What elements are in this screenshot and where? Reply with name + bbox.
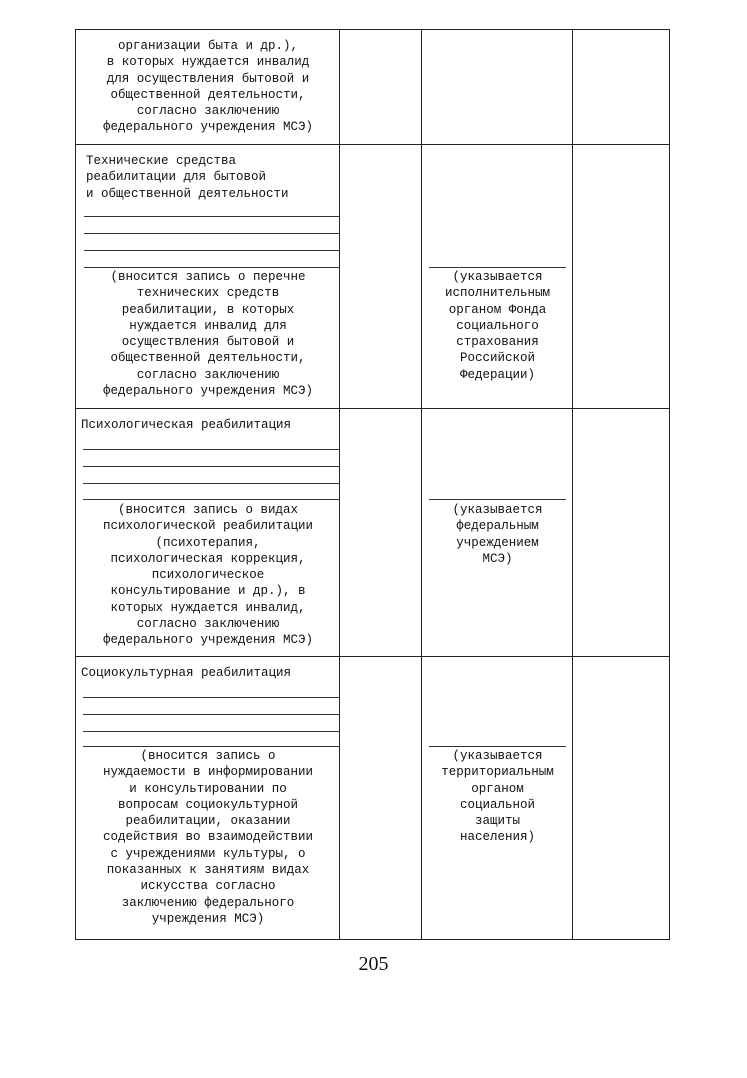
fill-line	[83, 499, 339, 500]
row4-heading: Социокультурная реабилитация	[81, 666, 292, 680]
row2-executor-note: (указывается исполнительным органом Фонда социального страхования Российской Федерации)	[444, 270, 551, 382]
cell-mark	[573, 657, 670, 940]
row3-note: (вносится запись о видах психологической реабилитации (психотерапия, психологическая коррекция, психологическое консультирование и др.), в которых нуждается инвалид, согласно заключению федерального учреждения МСЭ)	[102, 503, 314, 648]
cell-mark	[573, 409, 670, 657]
fill-line	[83, 466, 339, 467]
fill-line	[84, 216, 339, 217]
cell-term	[340, 30, 422, 145]
cell-executor	[422, 30, 573, 145]
cell-term	[340, 657, 422, 940]
cell-executor	[422, 409, 573, 657]
fill-line	[83, 697, 339, 698]
table-row	[76, 145, 670, 409]
cell-measure	[76, 409, 340, 657]
cell-measure	[76, 657, 340, 940]
fill-line	[83, 731, 339, 732]
cell-executor	[422, 657, 573, 940]
table-row	[76, 657, 670, 940]
fill-line	[83, 449, 339, 450]
page-number: 205	[358, 953, 389, 975]
cell-measure	[76, 145, 340, 409]
row1-note: организации быта и др.), в которых нуждается инвалид для осуществления бытовой и общественной деятельности, согласно заключению федерального учреждения МСЭ)	[102, 39, 314, 135]
fill-line	[429, 746, 566, 747]
cell-term	[340, 409, 422, 657]
cell-term	[340, 145, 422, 409]
fill-line	[429, 267, 566, 268]
row3-heading: Психологическая реабилитация	[81, 418, 292, 432]
row4-executor-note: (указывается территориальным органом социальной защиты населения)	[441, 749, 554, 845]
fill-line	[83, 483, 339, 484]
cell-mark	[573, 30, 670, 145]
fill-line	[84, 267, 339, 268]
fill-line	[84, 233, 339, 234]
row3-executor-note: (указывается федеральным учреждением МСЭ)	[452, 503, 543, 566]
table-row	[76, 30, 670, 145]
fill-line	[84, 250, 339, 251]
row2-heading: Технические средства реабилитации для бытовой и общественной деятельности	[86, 154, 289, 201]
fill-line	[83, 714, 339, 715]
fill-line	[429, 499, 566, 500]
table-row	[76, 409, 670, 657]
row4-note: (вносится запись о нуждаемости в информировании и консультировании по вопросам социокультурной реабилитации, оказании содействия во взаимодействии с учреждениями культуры, о показанных к занятиям видах искусства согласно заключению федерального учреждения МСЭ)	[102, 749, 314, 926]
row2-note: (вносится запись о перечне технических средств реабилитации, в которых нуждается инвалид для осуществления бытовой и общественной деятельности, согласно заключению федерального учреждения МСЭ)	[102, 270, 314, 399]
rehabilitation-table	[75, 29, 670, 940]
fill-line	[83, 746, 339, 747]
cell-mark	[573, 145, 670, 409]
cell-executor	[422, 145, 573, 409]
cell-measure	[76, 30, 340, 145]
